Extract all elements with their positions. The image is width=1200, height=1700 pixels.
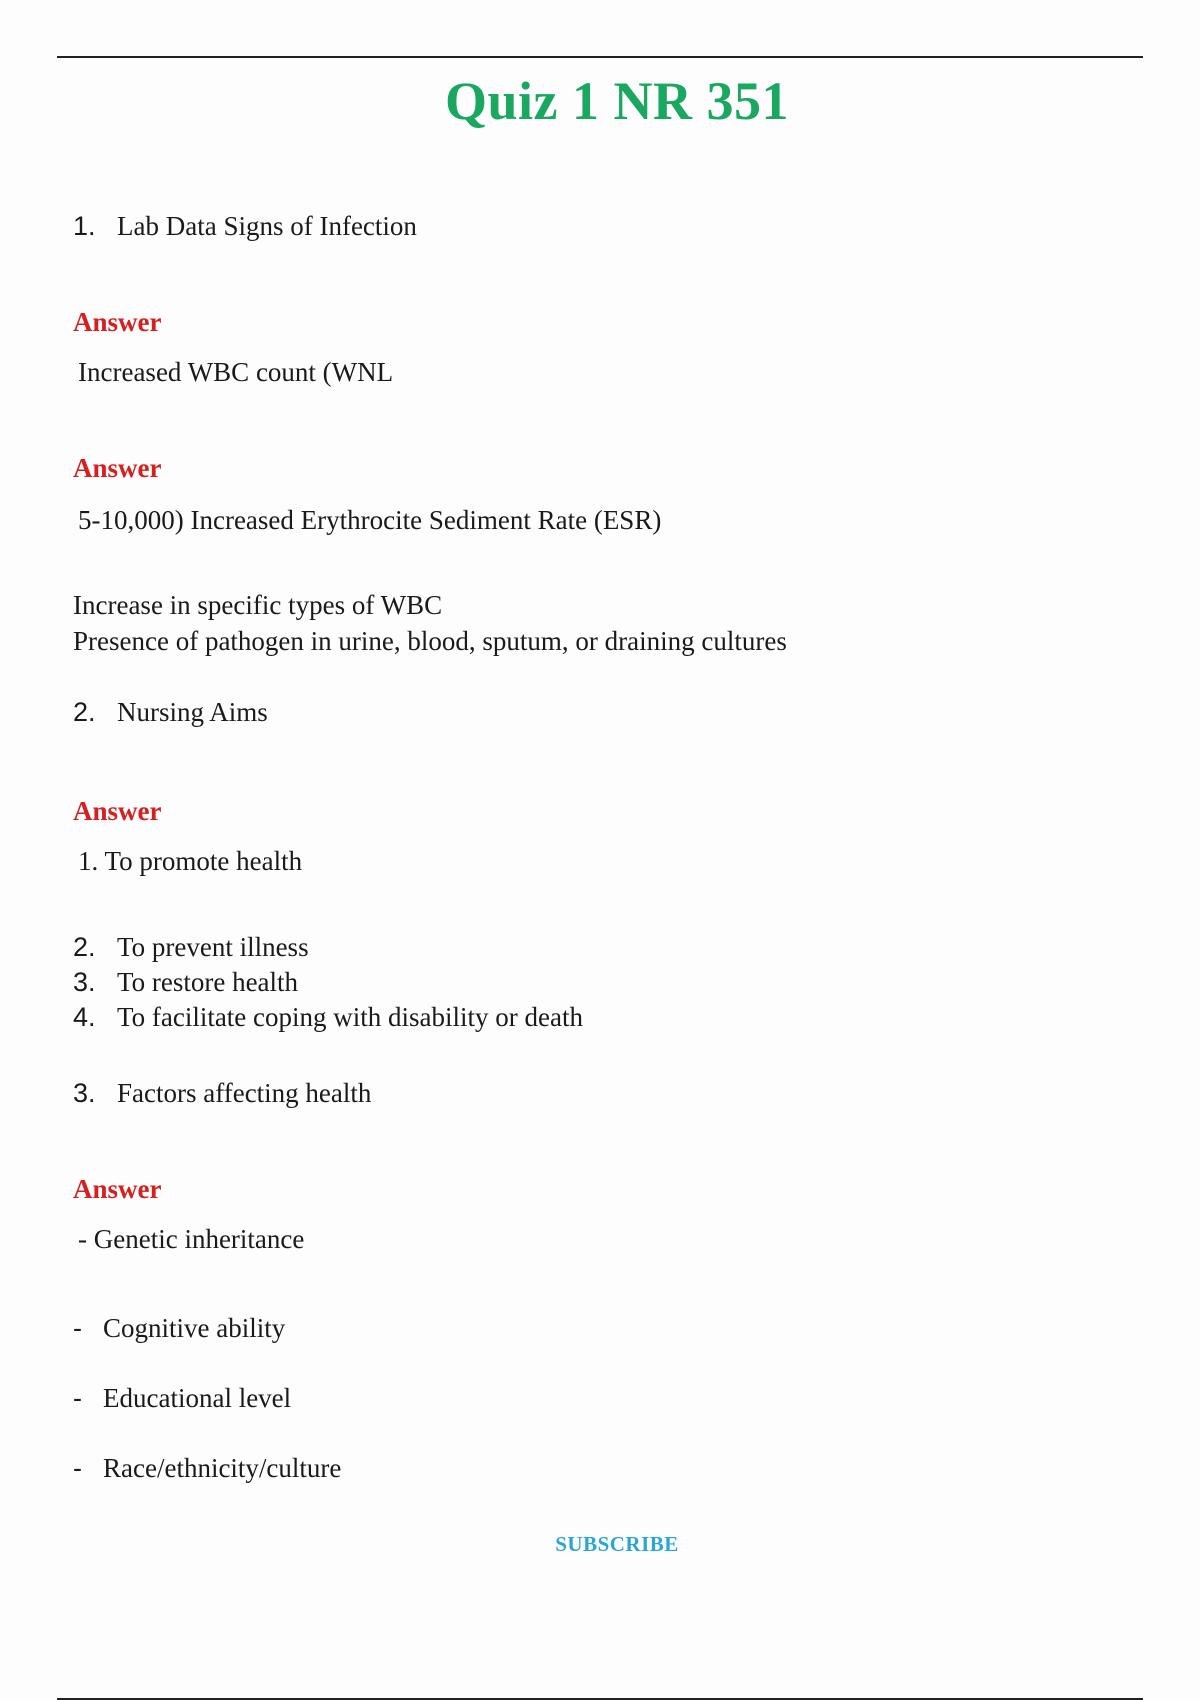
dash-bullet: - bbox=[73, 1453, 82, 1483]
item-text: To facilitate coping with disability or death bbox=[117, 1002, 583, 1032]
answer-line: - Genetic inheritance bbox=[78, 1224, 305, 1254]
answer-extra-line: Presence of pathogen in urine, blood, sputum, or draining cultures bbox=[73, 626, 787, 656]
question-text: Factors affecting health bbox=[117, 1078, 372, 1108]
answer-numbered-item bbox=[73, 930, 309, 964]
question-number: 3. bbox=[73, 1078, 96, 1108]
item-number: 2. bbox=[73, 932, 96, 962]
answer-dash-item bbox=[73, 1312, 285, 1344]
answer-label: Answer bbox=[73, 796, 162, 826]
item-text: Cognitive ability bbox=[103, 1313, 286, 1343]
item-text: Educational level bbox=[103, 1383, 292, 1413]
dash-bullet: - bbox=[73, 1313, 82, 1343]
answer-line: Increased WBC count (WNL bbox=[78, 357, 394, 387]
answer-dash-item bbox=[73, 1452, 341, 1484]
answer-numbered-item bbox=[73, 1000, 583, 1034]
question-text: Lab Data Signs of Infection bbox=[117, 211, 417, 241]
question-3 bbox=[73, 1077, 371, 1109]
answer-label: Answer bbox=[73, 1174, 162, 1204]
question-2 bbox=[73, 696, 268, 728]
answer-numbered-item bbox=[73, 965, 298, 999]
question-1 bbox=[73, 210, 417, 242]
document-title: Quiz 1 NR 351 bbox=[445, 71, 789, 131]
item-text: To restore health bbox=[117, 967, 299, 997]
answer-dash-item bbox=[73, 1382, 291, 1414]
question-text: Nursing Aims bbox=[117, 697, 268, 727]
answer-line: 5-10,000) Increased Erythrocite Sediment Rate (ESR) bbox=[78, 505, 662, 535]
answer-label: Answer bbox=[73, 453, 162, 483]
question-number: 2. bbox=[73, 697, 96, 727]
question-number: 1. bbox=[73, 211, 96, 241]
item-text: Race/ethnicity/culture bbox=[103, 1453, 342, 1483]
answer-extra-line: Increase in specific types of WBC bbox=[73, 590, 443, 620]
answer-label: Answer bbox=[73, 307, 162, 337]
top-rule bbox=[57, 56, 1143, 58]
item-number: 3. bbox=[73, 967, 96, 997]
item-text: To prevent illness bbox=[117, 932, 309, 962]
dash-bullet: - bbox=[73, 1383, 82, 1413]
answer-line: 1. To promote health bbox=[78, 846, 303, 876]
item-number: 4. bbox=[73, 1002, 96, 1032]
subscribe-link[interactable]: SUBSCRIBE bbox=[555, 1532, 679, 1556]
